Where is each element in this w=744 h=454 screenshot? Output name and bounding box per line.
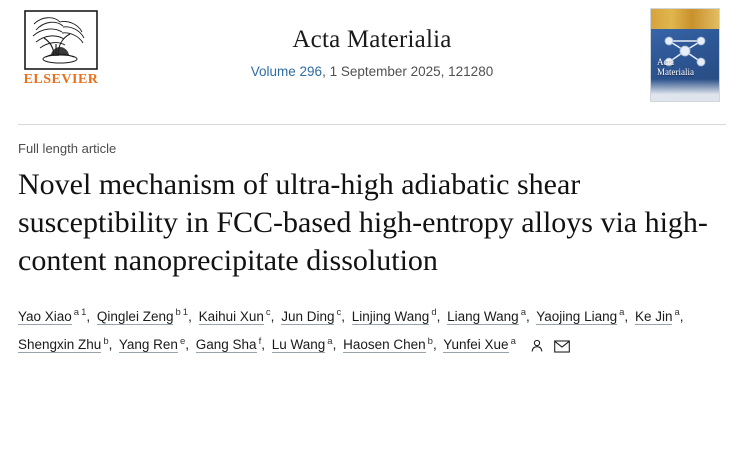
list-item[interactable] bbox=[443, 337, 516, 352]
author-tools[interactable] bbox=[530, 333, 578, 358]
elsevier-wordmark: ELSEVIER bbox=[23, 72, 99, 87]
author-affiliation: a bbox=[520, 307, 526, 318]
author-separator: , bbox=[270, 308, 275, 324]
author-name[interactable]: Yao Xiao bbox=[18, 308, 72, 324]
author-affiliation: b bbox=[175, 307, 181, 318]
author-affiliation: d bbox=[431, 307, 437, 318]
author-name[interactable]: Liang Wang bbox=[447, 308, 519, 324]
author-name[interactable]: Ke Jin bbox=[634, 308, 673, 324]
journal-volume-link[interactable]: Volume 296 bbox=[250, 64, 323, 79]
author-affiliation: c bbox=[336, 307, 342, 318]
author-separator: , bbox=[436, 308, 441, 324]
journal-cover-thumbnail[interactable] bbox=[650, 8, 720, 102]
journal-issue-line bbox=[0, 64, 744, 79]
journal-title[interactable]: Acta Materialia bbox=[292, 26, 452, 53]
article-type-label: Full length article bbox=[18, 141, 117, 156]
author-separator: , bbox=[332, 337, 337, 352]
author-name[interactable]: Jun Ding bbox=[281, 308, 335, 324]
author-separator: , bbox=[185, 337, 189, 352]
page-title: Novel mechanism of ultra-high adiabatic shear susceptibility in FCC-based high-entropy alloys via high-content nanoprecipitate dissolution bbox=[18, 168, 708, 277]
list-item[interactable] bbox=[18, 337, 109, 352]
author-name[interactable]: Qinglei Zeng bbox=[96, 308, 174, 324]
author-affiliation: a bbox=[73, 307, 80, 318]
person-affiliation-icon[interactable] bbox=[530, 339, 544, 353]
journal-title-block bbox=[0, 26, 744, 79]
author-separator: , bbox=[432, 337, 437, 352]
list-item[interactable] bbox=[281, 309, 341, 324]
author-affiliation: a bbox=[327, 335, 333, 347]
author-separator: , bbox=[188, 308, 192, 324]
list-item[interactable] bbox=[272, 337, 333, 352]
author-separator: , bbox=[108, 337, 113, 352]
author-name[interactable]: Haosen Chen bbox=[343, 337, 426, 352]
author-name[interactable]: Gang Sha bbox=[195, 337, 257, 352]
list-item[interactable] bbox=[352, 309, 437, 324]
journal-issue-info: , 1 September 2025, 121280 bbox=[322, 64, 494, 79]
author-separator: , bbox=[86, 308, 91, 324]
author-separator: , bbox=[341, 308, 345, 324]
list-item[interactable] bbox=[343, 337, 433, 352]
author-affiliation: e bbox=[179, 335, 186, 347]
author-affiliation: f bbox=[258, 335, 262, 347]
author-affiliation: a bbox=[674, 307, 680, 318]
list-item[interactable] bbox=[536, 309, 624, 324]
list-item[interactable] bbox=[199, 309, 271, 324]
cover-bottom-fade bbox=[651, 79, 719, 101]
corresponding-author-email-icon[interactable] bbox=[554, 340, 570, 353]
author-affiliation: c bbox=[265, 307, 271, 318]
list-item[interactable] bbox=[97, 309, 188, 324]
list-item[interactable] bbox=[635, 309, 680, 324]
author-affiliation: b bbox=[103, 335, 109, 347]
article-block bbox=[0, 125, 744, 358]
author-separator: , bbox=[526, 308, 530, 324]
list-item[interactable] bbox=[447, 309, 526, 324]
author-affiliation: a bbox=[510, 335, 516, 347]
author-note: 1 bbox=[81, 307, 87, 318]
list-item[interactable] bbox=[196, 337, 261, 352]
cover-top-banner bbox=[651, 9, 719, 29]
author-separator: , bbox=[679, 308, 684, 324]
author-affiliation: b bbox=[427, 335, 433, 347]
author-name[interactable]: Yaojing Liang bbox=[536, 308, 618, 324]
author-name[interactable]: Yang Ren bbox=[118, 337, 178, 352]
author-name[interactable]: Linjing Wang bbox=[351, 308, 430, 324]
list-item[interactable] bbox=[119, 337, 185, 352]
author-affiliation: a bbox=[619, 307, 625, 318]
list-item[interactable] bbox=[18, 309, 86, 324]
author-note: 1 bbox=[182, 307, 189, 318]
author-list bbox=[18, 300, 718, 358]
author-name[interactable]: Shengxin Zhu bbox=[18, 337, 102, 352]
cover-journal-name: Acta Materialia bbox=[657, 57, 694, 77]
journal-header bbox=[0, 0, 744, 118]
author-separator: , bbox=[261, 337, 265, 352]
author-name[interactable]: Yunfei Xue bbox=[443, 337, 509, 352]
author-name[interactable]: Lu Wang bbox=[271, 337, 326, 352]
author-separator: , bbox=[624, 308, 629, 324]
author-name[interactable]: Kaihui Xun bbox=[198, 308, 264, 324]
